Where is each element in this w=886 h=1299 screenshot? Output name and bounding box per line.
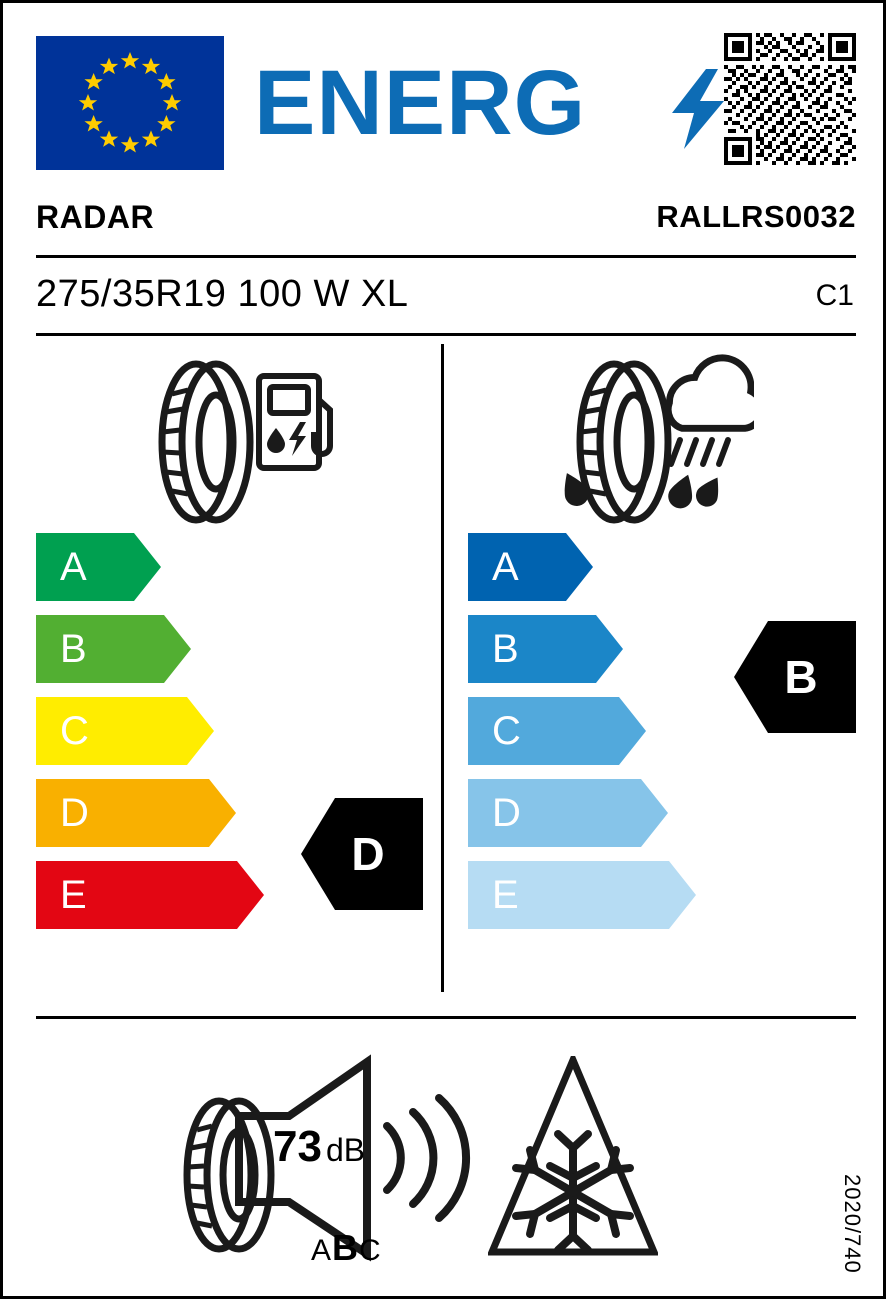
noise-value: [273, 1122, 366, 1171]
divider-top: [36, 255, 856, 258]
wet-result-letter: B: [784, 651, 818, 703]
tyre-rain-cloud-icon: [544, 354, 754, 534]
wet-grade-c-letter: C: [492, 709, 521, 753]
fuel-result-letter: D: [351, 828, 385, 880]
fuel-grade-b-letter: B: [60, 627, 87, 671]
wet-grip-scale: [468, 533, 696, 943]
tyre-size-row: [36, 273, 856, 321]
fuel-grade-a: [36, 533, 161, 601]
eu-flag-icon: [36, 36, 224, 170]
fuel-grade-d-letter: D: [60, 791, 89, 835]
wet-grade-c: [468, 697, 646, 765]
brand-name: RADAR: [36, 199, 155, 235]
noise-number: 73: [273, 1122, 322, 1171]
energy-wordmark: ENERG: [254, 52, 587, 154]
fuel-grade-b: [36, 615, 191, 683]
lightning-bolt-icon: [668, 69, 728, 149]
label-header: [36, 33, 856, 173]
noise-class-c: C: [359, 1234, 382, 1267]
divider-vertical: [441, 344, 444, 992]
three-peak-mountain-snowflake-icon: [488, 1056, 658, 1256]
tyre-fuel-pump-icon: [134, 354, 334, 529]
divider-bottom: [36, 1016, 856, 1019]
noise-class-a: A: [311, 1234, 333, 1267]
fuel-grade-a-letter: A: [60, 545, 87, 589]
tyre-type-code: RALLRS0032: [656, 199, 856, 234]
noise-and-snow-section: [36, 1028, 856, 1268]
fuel-efficiency-result: [301, 798, 423, 910]
noise-class-b: B: [332, 1227, 360, 1268]
wet-grade-b-letter: B: [492, 627, 519, 671]
wet-grade-d-letter: D: [492, 791, 521, 835]
tyre-speaker-icon: [171, 1040, 511, 1270]
fuel-grade-e: [36, 861, 264, 929]
fuel-grade-e-letter: E: [60, 873, 87, 917]
wet-grade-a: [468, 533, 593, 601]
wet-grip-result: [734, 621, 856, 733]
regulation-reference: 2020/740: [840, 1174, 865, 1274]
ratings-section: [36, 336, 856, 992]
fuel-efficiency-scale: [36, 533, 264, 943]
qr-code-icon: [724, 33, 856, 165]
noise-class-letters: [311, 1227, 382, 1268]
fuel-grade-c: [36, 697, 214, 765]
wet-grade-a-letter: A: [492, 545, 519, 589]
wet-grade-d: [468, 779, 668, 847]
brand-row: [36, 199, 856, 251]
wet-grade-e-letter: E: [492, 873, 519, 917]
noise-unit: dB: [325, 1132, 366, 1168]
fuel-grade-c-letter: C: [60, 709, 89, 753]
wet-grade-b: [468, 615, 623, 683]
fuel-grade-d: [36, 779, 236, 847]
tyre-size: 275/35R19 100 W XL: [36, 273, 409, 315]
tyre-class: C1: [815, 279, 854, 312]
wet-grade-e: [468, 861, 696, 929]
